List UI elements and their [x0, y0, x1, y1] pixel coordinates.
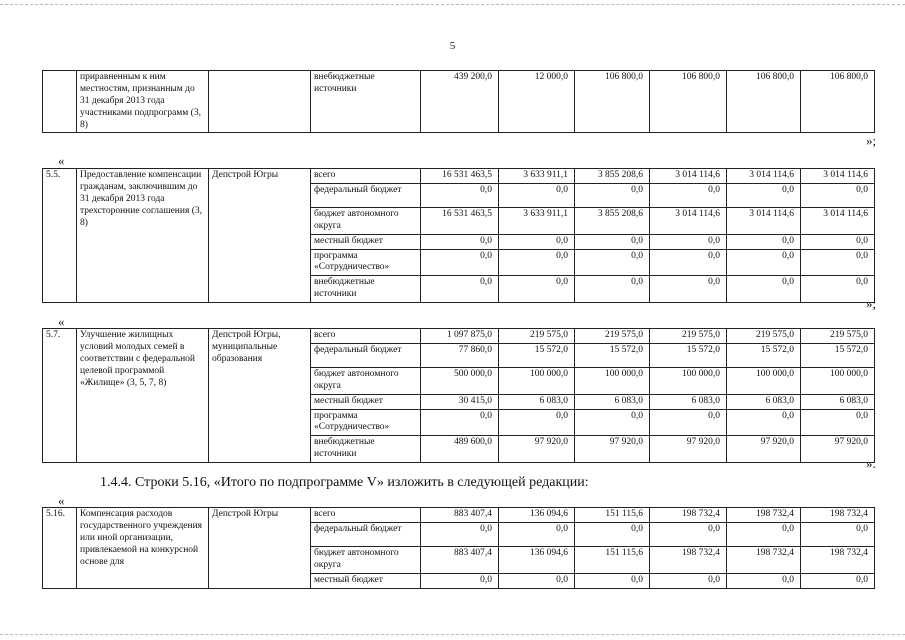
- open-quote: «: [58, 153, 65, 168]
- value-cell: 100 000,0: [801, 367, 875, 394]
- value-cell: 100 000,0: [499, 367, 575, 394]
- value-cell: 3 014 114,6: [801, 207, 875, 234]
- value-cell: 0,0: [421, 234, 499, 249]
- value-cell: 219 575,0: [650, 329, 727, 344]
- value-cell: 106 800,0: [650, 71, 727, 133]
- value-cell: 6 083,0: [650, 394, 727, 409]
- value-cell: 219 575,0: [727, 329, 801, 344]
- close-quote: »;: [866, 296, 877, 311]
- value-cell: 0,0: [650, 409, 727, 436]
- source-cell: внебюджетные источники: [311, 71, 421, 133]
- value-cell: 100 000,0: [575, 367, 650, 394]
- row-5-5-table: [42, 168, 875, 303]
- value-cell: 3 633 911,1: [499, 169, 575, 184]
- value-cell: 15 572,0: [801, 343, 875, 367]
- value-cell: 97 920,0: [575, 436, 650, 463]
- value-cell: 0,0: [727, 409, 801, 436]
- value-cell: 219 575,0: [575, 329, 650, 344]
- value-cell: 198 732,4: [801, 546, 875, 573]
- value-cell: 136 094,6: [499, 546, 575, 573]
- row-description: Улучшение жилищных условий молодых семей в соответствии с федеральной целевой программой «Жилище» (3, 5, 7, 8): [77, 329, 209, 463]
- source-cell: бюджет автономного округа: [311, 546, 421, 573]
- page-number: 5: [449, 40, 456, 52]
- value-cell: 0,0: [801, 573, 875, 588]
- value-cell: 198 732,4: [650, 546, 727, 573]
- value-cell: 15 572,0: [650, 343, 727, 367]
- value-cell: 15 572,0: [499, 343, 575, 367]
- value-cell: 100 000,0: [727, 367, 801, 394]
- value-cell: 6 083,0: [575, 394, 650, 409]
- row-description: Компенсация расходов государственного учреждения или иной организации, привлекаемой на конкурсной основе для: [77, 508, 209, 589]
- value-cell: 100 000,0: [650, 367, 727, 394]
- value-cell: 106 800,0: [727, 71, 801, 133]
- value-cell: 0,0: [650, 249, 727, 276]
- source-cell: внебюджетные источники: [311, 436, 421, 463]
- value-cell: 3 855 208,6: [575, 207, 650, 234]
- continuation-table: [42, 70, 875, 133]
- value-cell: 0,0: [801, 249, 875, 276]
- value-cell: 151 115,6: [575, 546, 650, 573]
- value-cell: 883 407,4: [421, 508, 499, 523]
- value-cell: 0,0: [650, 573, 727, 588]
- value-cell: 6 083,0: [801, 394, 875, 409]
- row-number: 5.7.: [43, 329, 77, 463]
- value-cell: 0,0: [499, 234, 575, 249]
- value-cell: 3 014 114,6: [650, 207, 727, 234]
- row-executor: Депстрой Югры: [209, 169, 311, 303]
- value-cell: 219 575,0: [499, 329, 575, 344]
- value-cell: 16 531 463,5: [421, 169, 499, 184]
- source-cell: программа «Сотрудничество»: [311, 409, 421, 436]
- value-cell: 0,0: [421, 409, 499, 436]
- value-cell: 3 014 114,6: [650, 169, 727, 184]
- value-cell: 12 000,0: [499, 71, 575, 133]
- value-cell: 0,0: [801, 183, 875, 207]
- value-cell: 3 014 114,6: [727, 207, 801, 234]
- value-cell: 500 000,0: [421, 367, 499, 394]
- value-cell: 0,0: [650, 276, 727, 303]
- value-cell: 0,0: [801, 234, 875, 249]
- value-cell: 0,0: [421, 183, 499, 207]
- section-heading: 1.4.4. Строки 5.16, «Итого по подпрограмме V» изложить в следующей редакции:: [100, 475, 589, 490]
- value-cell: 0,0: [575, 183, 650, 207]
- value-cell: 6 083,0: [727, 394, 801, 409]
- source-cell: федеральный бюджет: [311, 343, 421, 367]
- row-5-16-table: [42, 507, 875, 589]
- value-cell: 3 633 911,1: [499, 207, 575, 234]
- value-cell: 198 732,4: [727, 508, 801, 523]
- value-cell: 0,0: [650, 183, 727, 207]
- scan-edge-top: [0, 4, 905, 6]
- num-cell: [43, 71, 77, 133]
- value-cell: 198 732,4: [801, 508, 875, 523]
- value-cell: 0,0: [499, 276, 575, 303]
- value-cell: 198 732,4: [727, 546, 801, 573]
- value-cell: 0,0: [801, 409, 875, 436]
- value-cell: 3 014 114,6: [727, 169, 801, 184]
- value-cell: 219 575,0: [801, 329, 875, 344]
- source-cell: бюджет автономного округа: [311, 207, 421, 234]
- value-cell: 0,0: [727, 573, 801, 588]
- row-executor: Депстрой Югры: [209, 508, 311, 589]
- value-cell: 198 732,4: [650, 508, 727, 523]
- value-cell: 0,0: [575, 573, 650, 588]
- value-cell: 6 083,0: [499, 394, 575, 409]
- value-cell: 106 800,0: [575, 71, 650, 133]
- value-cell: 97 920,0: [727, 436, 801, 463]
- value-cell: 151 115,6: [575, 508, 650, 523]
- desc-cell: приравненным к ним местностям, признанным до 31 декабря 2013 года участниками подпрограмм (3, 8): [77, 71, 209, 133]
- value-cell: 0,0: [499, 249, 575, 276]
- value-cell: 16 531 463,5: [421, 207, 499, 234]
- value-cell: 15 572,0: [727, 343, 801, 367]
- source-cell: федеральный бюджет: [311, 183, 421, 207]
- value-cell: 77 860,0: [421, 343, 499, 367]
- exec-cell: [209, 71, 311, 133]
- row-number: 5.16.: [43, 508, 77, 589]
- source-cell: всего: [311, 508, 421, 523]
- value-cell: 0,0: [499, 183, 575, 207]
- source-cell: местный бюджет: [311, 234, 421, 249]
- value-cell: 0,0: [727, 249, 801, 276]
- value-cell: 0,0: [575, 522, 650, 546]
- value-cell: 1 097 875,0: [421, 329, 499, 344]
- value-cell: 3 014 114,6: [801, 169, 875, 184]
- source-cell: местный бюджет: [311, 394, 421, 409]
- value-cell: 30 415,0: [421, 394, 499, 409]
- value-cell: 0,0: [421, 276, 499, 303]
- value-cell: 0,0: [801, 522, 875, 546]
- value-cell: 0,0: [499, 409, 575, 436]
- open-quote: «: [58, 314, 65, 329]
- source-cell: местный бюджет: [311, 573, 421, 588]
- row-description: Предоставление компенсации гражданам, заключившим до 31 декабря 2013 года трехсторонние соглашения (3, 8): [77, 169, 209, 303]
- value-cell: 106 800,0: [801, 71, 875, 133]
- value-cell: 0,0: [650, 234, 727, 249]
- value-cell: 15 572,0: [575, 343, 650, 367]
- value-cell: 0,0: [575, 276, 650, 303]
- source-cell: всего: [311, 169, 421, 184]
- value-cell: 136 094,6: [499, 508, 575, 523]
- row-number: 5.5.: [43, 169, 77, 303]
- value-cell: 0,0: [499, 573, 575, 588]
- open-quote: «: [58, 493, 65, 508]
- value-cell: 0,0: [575, 249, 650, 276]
- value-cell: 0,0: [575, 409, 650, 436]
- value-cell: 97 920,0: [650, 436, 727, 463]
- value-cell: 0,0: [650, 522, 727, 546]
- value-cell: 0,0: [727, 234, 801, 249]
- source-cell: внебюджетные источники: [311, 276, 421, 303]
- value-cell: 97 920,0: [499, 436, 575, 463]
- source-cell: всего: [311, 329, 421, 344]
- value-cell: 0,0: [727, 276, 801, 303]
- value-cell: 0,0: [421, 522, 499, 546]
- source-cell: федеральный бюджет: [311, 522, 421, 546]
- source-cell: бюджет автономного округа: [311, 367, 421, 394]
- value-cell: 97 920,0: [801, 436, 875, 463]
- close-quote: »;: [866, 133, 877, 148]
- scan-edge-bottom: [0, 634, 905, 636]
- value-cell: 0,0: [727, 522, 801, 546]
- source-cell: программа «Сотрудничество»: [311, 249, 421, 276]
- value-cell: 3 855 208,6: [575, 169, 650, 184]
- value-cell: 439 200,0: [421, 71, 499, 133]
- value-cell: 0,0: [421, 249, 499, 276]
- value-cell: 0,0: [421, 573, 499, 588]
- row-executor: Депстрой Югры, муниципальные образования: [209, 329, 311, 463]
- value-cell: 0,0: [499, 522, 575, 546]
- value-cell: 489 600,0: [421, 436, 499, 463]
- row-5-7-table: [42, 328, 875, 463]
- value-cell: 0,0: [575, 234, 650, 249]
- close-quote: ».: [866, 456, 876, 471]
- value-cell: 0,0: [801, 276, 875, 303]
- value-cell: 883 407,4: [421, 546, 499, 573]
- value-cell: 0,0: [727, 183, 801, 207]
